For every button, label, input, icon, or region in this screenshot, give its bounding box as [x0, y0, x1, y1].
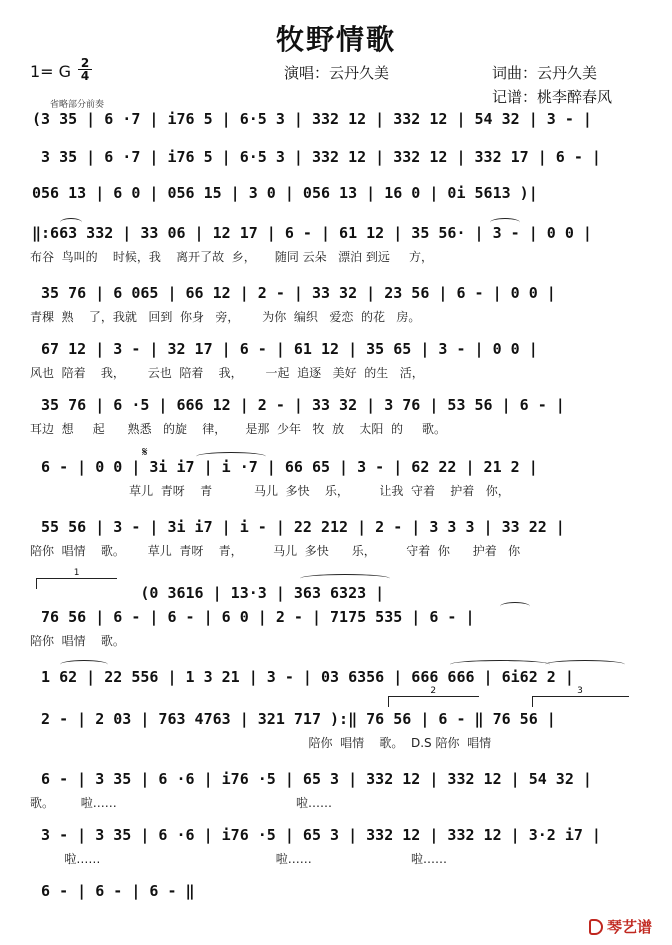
- volta-bracket-3: [532, 686, 629, 707]
- notation-line: (3 35 | 6 ·7 | i76 5 | 6·5 3 | 332 12 | 332 12 | 54 32 | 3 - |: [32, 110, 592, 128]
- notation-line: 3 35 | 6 ·7 | i76 5 | 6·5 3 | 332 12 | 332 12 | 332 17 | 6 - |: [32, 148, 601, 166]
- volta-label: 3: [577, 686, 583, 696]
- watermark-text: 琴艺谱: [606, 918, 652, 936]
- prelude-note: 省略部分前奏: [50, 100, 105, 110]
- notation-line: 35 76 | 6 065 | 66 12 | 2 - | 33 32 | 23 56 | 6 - | 0 0 |: [32, 284, 556, 302]
- slur-mark: [300, 574, 390, 583]
- lyrics-line: 陪你 唱情 歌。 草儿 青呀 青， 马儿 多快 乐， 守着 你 护着 你: [30, 544, 521, 558]
- slur-mark: [545, 660, 625, 669]
- transcriber-credit: 记谱：桃李醉春风: [492, 88, 613, 106]
- notation-line: 76 56 | 6 - | 6 - | 6 0 | 2 - | 7175 535 | 6 - |: [32, 608, 475, 626]
- notation-line: 35 76 | 6 ·5 | 666 12 | 2 - | 33 32 | 3 76 | 53 56 | 6 - |: [32, 396, 565, 414]
- key-signature: 1= G: [30, 62, 72, 81]
- notation-line: 55 56 | 3 - | 3i i7 | i - | 22 212 | 2 - | 3 3 3 | 33 22 |: [32, 518, 565, 536]
- composer-credit: 词曲：云丹久美: [492, 64, 598, 82]
- site-watermark: [589, 916, 652, 937]
- slur-mark: [500, 602, 530, 611]
- lyrics-line: 啦…… 啦…… 啦……: [30, 852, 447, 866]
- slur-mark: [196, 452, 266, 461]
- volta-bracket-2: [388, 686, 479, 707]
- slur-mark: [60, 218, 82, 227]
- volta-label: 1: [73, 568, 80, 578]
- time-signature: [78, 57, 92, 82]
- time-signature-denominator: 4: [80, 69, 90, 83]
- lyrics-line: 布谷 鸟叫的 时候，我 离开了故 乡， 随同 云朵 漂泊 到远 方，: [30, 250, 433, 264]
- notation-line: 1 62 | 22 556 | 1 3 21 | 3 - | 03 6356 | 666 666 | 6i62 2 |: [32, 668, 574, 686]
- notation-line: (0 3616 | 13·3 | 363 6323 |: [32, 584, 385, 602]
- notation-line: 67 12 | 3 - | 32 17 | 6 - | 61 12 | 35 65 | 3 - | 0 0 |: [32, 340, 538, 358]
- lyrics-line: 歌。 啦…… 啦……: [30, 796, 332, 810]
- singer-credit: 演唱：云丹久美: [284, 64, 390, 82]
- lyrics-line: 陪你 唱情 歌。: [30, 634, 125, 648]
- lyrics-line: 陪你 唱情 歌。 D.S 陪你 唱情: [30, 736, 492, 750]
- notation-line: 6 - | 0 0 | 3i i7 | i ·7 | 66 65 | 3 - | 62 22 | 21 2 |: [32, 458, 538, 476]
- lyrics-line: 草儿 青呀 青 马儿 多快 乐， 让我 守着 护着 你，: [30, 484, 510, 498]
- notation-line: 6 - | 6 - | 6 - ‖: [32, 882, 195, 900]
- notation-line: 6 - | 3 35 | 6 ·6 | i76 ·5 | 65 3 | 332 12 | 332 12 | 54 32 |: [32, 770, 592, 788]
- notation-line: ‖:663 332 | 33 06 | 12 17 | 6 - | 61 12 | 35 56· | 3 - | 0 0 |: [32, 224, 592, 242]
- time-signature-numerator: 2: [78, 57, 92, 70]
- volta-label: 2: [430, 686, 437, 696]
- lyrics-line: 青稞 熟 了，我就 回到 你身 旁， 为你 编织 爱恋 的花 房。: [30, 310, 421, 324]
- slur-mark: [60, 660, 108, 669]
- song-title: 牧野情歌: [275, 23, 396, 56]
- lyrics-line: 风也 陪着 我， 云也 陪着 我， 一起 追逐 美好 的生 活，: [30, 366, 424, 380]
- notation-line: 056 13 | 6 0 | 056 15 | 3 0 | 056 13 | 16 0 | 0i 5613 )|: [32, 184, 538, 202]
- notation-line: 2 - | 2 03 | 763 4763 | 321 717 ):‖ 76 56 | 6 - ‖ 76 56 |: [32, 710, 556, 728]
- notation-line: 3 - | 3 35 | 6 ·6 | i76 ·5 | 65 3 | 332 12 | 332 12 | 3·2 i7 |: [32, 826, 601, 844]
- logo-icon: [589, 919, 603, 935]
- slur-mark: [490, 218, 520, 227]
- lyrics-line: 耳边 想 起 熟悉 的旋 律， 是那 少年 牧 放 太阳 的 歌。: [30, 422, 447, 436]
- segno-sign: 𝄋: [142, 445, 148, 460]
- slur-mark: [450, 660, 550, 669]
